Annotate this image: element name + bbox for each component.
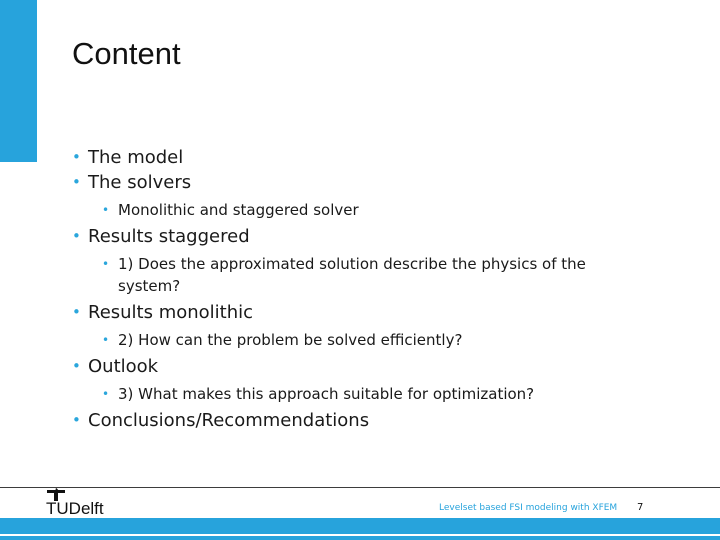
- bullet-list: [72, 145, 672, 433]
- sub-bullet-icon: •: [102, 203, 110, 217]
- bullet-text: Conclusions/Recommendations: [88, 410, 370, 431]
- sub-bullet-item: [102, 383, 658, 405]
- tu-delft-logo: [42, 488, 122, 518]
- logo-text: [46, 499, 104, 519]
- sub-bullet-icon: •: [102, 257, 110, 271]
- slide-title: Content: [72, 36, 181, 71]
- bullet-icon: •: [72, 173, 81, 191]
- bullet-item-results-staggered: [72, 224, 672, 249]
- bullet-item-solvers: [72, 170, 672, 195]
- bottom-accent-band: [0, 518, 720, 540]
- bullet-icon: •: [72, 148, 81, 166]
- sub-bullet-text: 2) How can the problem be solved efficiently?: [118, 331, 463, 349]
- bullet-text: The model: [88, 147, 184, 168]
- bullet-item-results-monolithic: [72, 300, 672, 325]
- bullet-icon: •: [72, 357, 81, 375]
- accent-side-bar: [0, 0, 37, 162]
- bullet-item-model: [72, 145, 672, 170]
- page-number: 7: [637, 502, 644, 513]
- bullet-icon: •: [72, 227, 81, 245]
- bullet-text: Outlook: [88, 356, 159, 377]
- bullet-icon: •: [72, 303, 81, 321]
- bullet-item-conclusions: [72, 408, 672, 433]
- sub-bullet-item: [102, 329, 658, 351]
- sub-bullet-icon: •: [102, 333, 110, 347]
- sub-bullet-item: [102, 199, 658, 221]
- sub-bullet-text: 1) Does the approximated solution describe the physics of the system?: [118, 255, 586, 295]
- logo-delft: Delft: [68, 499, 104, 518]
- footer-caption: Levelset based FSI modeling with XFEM: [439, 503, 618, 513]
- sub-bullet-text: 3) What makes this approach suitable for optimization?: [118, 385, 535, 403]
- bottom-band-stripe: [0, 534, 720, 536]
- logo-tu: TU: [46, 499, 69, 518]
- bullet-icon: •: [72, 411, 81, 429]
- bullet-text: The solvers: [88, 172, 192, 193]
- bullet-text: Results monolithic: [88, 302, 254, 323]
- sub-bullet-text: Monolithic and staggered solver: [118, 201, 359, 219]
- sub-bullet-item: [102, 253, 618, 297]
- bullet-item-outlook: [72, 354, 672, 379]
- bullet-text: Results staggered: [88, 226, 250, 247]
- sub-bullet-icon: •: [102, 387, 110, 401]
